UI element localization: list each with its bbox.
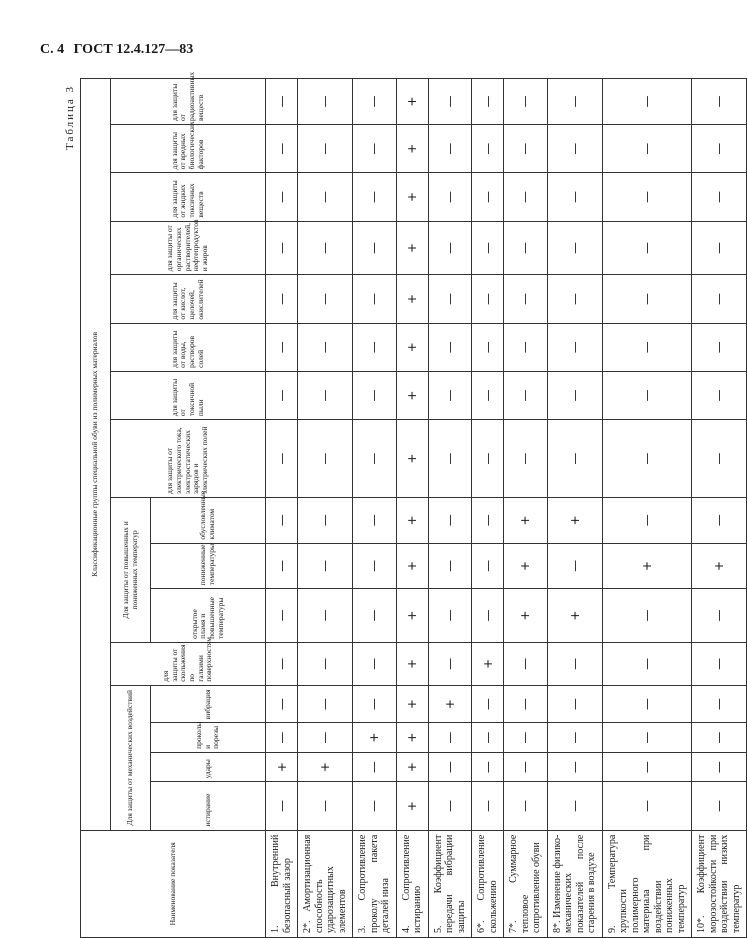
row-name: 8*. Изменение физико-механических показателей после старения в воздухе bbox=[547, 830, 602, 937]
mark-cell: — bbox=[547, 173, 602, 221]
mark-cell: — bbox=[353, 173, 397, 221]
mark-cell: — bbox=[266, 642, 298, 685]
mark-cell: — bbox=[298, 543, 353, 589]
mark-cell: — bbox=[472, 173, 504, 221]
mark-cell: — bbox=[504, 221, 548, 275]
mark-cell: — bbox=[692, 79, 747, 125]
mark-cell: — bbox=[472, 323, 504, 371]
mark-cell: — bbox=[353, 79, 397, 125]
mark-cell: — bbox=[266, 221, 298, 275]
mark-cell: — bbox=[472, 782, 504, 830]
mark-cell: — bbox=[428, 275, 472, 323]
mark-cell: — bbox=[547, 125, 602, 173]
mark-cell: — bbox=[428, 752, 472, 782]
mark-cell: — bbox=[504, 275, 548, 323]
mark-cell: — bbox=[298, 642, 353, 685]
col-header-7: обусловленные климатом bbox=[151, 497, 266, 543]
mark-cell: — bbox=[266, 323, 298, 371]
mark-cell: — bbox=[298, 221, 353, 275]
mark-cell: — bbox=[266, 125, 298, 173]
col-header-5: открытое пламя и повышенные температуры bbox=[151, 589, 266, 643]
mark-cell: — bbox=[353, 497, 397, 543]
mark-cell: — bbox=[547, 685, 602, 723]
col-header-0: истирание bbox=[151, 782, 266, 830]
name-column-header: Наименование показателя bbox=[81, 830, 266, 937]
mark-cell: — bbox=[266, 497, 298, 543]
mark-cell: — bbox=[602, 125, 692, 173]
mark-cell: — bbox=[692, 752, 747, 782]
mark-cell: — bbox=[692, 642, 747, 685]
mark-cell: — bbox=[504, 173, 548, 221]
classification-table bbox=[80, 71, 742, 938]
mark-cell: + bbox=[547, 497, 602, 543]
row-name: 2*. Амортизационная способность ударозащитных элементов bbox=[298, 830, 353, 937]
mark-cell: — bbox=[602, 79, 692, 125]
mark-cell: + bbox=[692, 543, 747, 589]
mark-cell: — bbox=[266, 723, 298, 753]
mark-cell: — bbox=[353, 125, 397, 173]
mark-cell: — bbox=[504, 752, 548, 782]
mark-cell: — bbox=[692, 420, 747, 498]
col-header-3: вибрация bbox=[151, 685, 266, 723]
mech-group-header: Для защиты от механических воздействий bbox=[111, 685, 151, 830]
mark-cell: — bbox=[547, 323, 602, 371]
mark-cell: — bbox=[266, 685, 298, 723]
mark-cell: — bbox=[472, 589, 504, 643]
mark-cell: — bbox=[353, 752, 397, 782]
mark-cell: + bbox=[396, 497, 428, 543]
mark-cell: — bbox=[602, 173, 692, 221]
table-row bbox=[472, 79, 504, 938]
col-header-8: для защиты от электрического тока, электростатических зарядов и электрических полей bbox=[111, 420, 266, 498]
mark-cell: — bbox=[298, 723, 353, 753]
col-header-11: для защиты от кислот, щелочей, окислителей bbox=[111, 275, 266, 323]
col-header-4: для защиты от скольжения по галкими поверхностям bbox=[111, 642, 266, 685]
mark-cell: — bbox=[428, 173, 472, 221]
mark-cell: + bbox=[602, 543, 692, 589]
mark-cell: — bbox=[547, 723, 602, 753]
mark-cell: — bbox=[472, 497, 504, 543]
mark-cell: — bbox=[353, 685, 397, 723]
mark-cell: — bbox=[428, 323, 472, 371]
mark-cell: — bbox=[472, 221, 504, 275]
mark-cell: — bbox=[472, 685, 504, 723]
mark-cell: — bbox=[472, 752, 504, 782]
row-name: 3. Сопротивление проколу пакета деталей низа bbox=[353, 830, 397, 937]
mark-cell: + bbox=[396, 543, 428, 589]
mark-cell: — bbox=[504, 125, 548, 173]
mark-cell: — bbox=[504, 723, 548, 753]
mark-cell: — bbox=[298, 782, 353, 830]
mark-cell: — bbox=[353, 642, 397, 685]
mark-cell: + bbox=[396, 642, 428, 685]
table-row bbox=[504, 79, 548, 938]
mark-cell: + bbox=[396, 685, 428, 723]
mark-cell: — bbox=[692, 497, 747, 543]
mark-cell: — bbox=[692, 782, 747, 830]
table-row bbox=[547, 79, 602, 938]
mark-cell: — bbox=[692, 323, 747, 371]
mark-cell: + bbox=[504, 543, 548, 589]
mark-cell: — bbox=[602, 275, 692, 323]
mark-cell: — bbox=[298, 589, 353, 643]
mark-cell: — bbox=[547, 79, 602, 125]
mark-cell: — bbox=[472, 543, 504, 589]
mark-cell: — bbox=[428, 723, 472, 753]
mark-cell: — bbox=[353, 420, 397, 498]
mark-cell: — bbox=[602, 497, 692, 543]
mark-cell: — bbox=[298, 420, 353, 498]
mark-cell: + bbox=[396, 79, 428, 125]
row-name: 6*. Сопротивление скольжению bbox=[472, 830, 504, 937]
mark-cell: — bbox=[428, 589, 472, 643]
mark-cell: — bbox=[266, 371, 298, 419]
table-row bbox=[266, 79, 298, 938]
mark-cell: — bbox=[472, 371, 504, 419]
row-name: 5. Коэффициент передачи вибрации защиты bbox=[428, 830, 472, 937]
row-name: 7*. Суммарное тепловое сопротивление обуви bbox=[504, 830, 548, 937]
mark-cell: — bbox=[428, 125, 472, 173]
mark-cell: — bbox=[298, 173, 353, 221]
col-header-13: для защиты от жидких токсичных веществ bbox=[111, 173, 266, 221]
mark-cell: — bbox=[472, 420, 504, 498]
col-header-2: проколы и порезы bbox=[151, 723, 266, 753]
mark-cell: — bbox=[298, 125, 353, 173]
mark-cell: — bbox=[298, 275, 353, 323]
mark-cell: — bbox=[602, 782, 692, 830]
table-row bbox=[353, 79, 397, 938]
mark-cell: — bbox=[428, 221, 472, 275]
mark-cell: — bbox=[504, 685, 548, 723]
mark-cell: + bbox=[396, 371, 428, 419]
table-row bbox=[298, 79, 353, 938]
mark-cell: — bbox=[428, 642, 472, 685]
mark-cell: — bbox=[353, 543, 397, 589]
mark-cell: — bbox=[472, 275, 504, 323]
mark-cell: + bbox=[504, 497, 548, 543]
mark-cell: + bbox=[396, 323, 428, 371]
mark-cell: + bbox=[396, 125, 428, 173]
mark-cell: — bbox=[547, 275, 602, 323]
mark-cell: — bbox=[602, 752, 692, 782]
table-label: Таблица 3 bbox=[64, 84, 76, 150]
mark-cell: — bbox=[353, 221, 397, 275]
mark-cell: — bbox=[504, 782, 548, 830]
mark-cell: — bbox=[602, 323, 692, 371]
mark-cell: + bbox=[547, 589, 602, 643]
mark-cell: — bbox=[266, 173, 298, 221]
mark-cell: — bbox=[692, 589, 747, 643]
mark-cell: — bbox=[692, 275, 747, 323]
mark-cell: — bbox=[428, 420, 472, 498]
col-header-6: пониженные температуры bbox=[151, 543, 266, 589]
table-row bbox=[602, 79, 692, 938]
mark-cell: + bbox=[396, 420, 428, 498]
mark-cell: — bbox=[428, 371, 472, 419]
mark-cell: + bbox=[266, 752, 298, 782]
mark-cell: — bbox=[266, 543, 298, 589]
mark-cell: + bbox=[396, 782, 428, 830]
mark-cell: — bbox=[266, 79, 298, 125]
mark-cell: — bbox=[504, 79, 548, 125]
mark-cell: — bbox=[266, 589, 298, 643]
mark-cell: — bbox=[504, 642, 548, 685]
mark-cell: — bbox=[298, 685, 353, 723]
mark-cell: + bbox=[396, 723, 428, 753]
mark-cell: — bbox=[504, 323, 548, 371]
group-header: Классификационные группы специальной обуви из полимерных материалов bbox=[81, 79, 111, 831]
mark-cell: + bbox=[396, 589, 428, 643]
col-header-12: для защиты от органических растворителей, нефтепродуктов и жиров bbox=[111, 221, 266, 275]
standard-number: ГОСТ 12.4.127—83 bbox=[73, 42, 194, 57]
mark-cell: — bbox=[692, 685, 747, 723]
mark-cell: — bbox=[547, 782, 602, 830]
mark-cell: + bbox=[396, 275, 428, 323]
mark-cell: — bbox=[547, 420, 602, 498]
mark-cell: — bbox=[602, 589, 692, 643]
mark-cell: — bbox=[428, 79, 472, 125]
mark-cell: — bbox=[298, 497, 353, 543]
col-header-10: для защиты от воды, растворов солей bbox=[111, 323, 266, 371]
mark-cell: + bbox=[396, 173, 428, 221]
mark-cell: — bbox=[298, 371, 353, 419]
table-body bbox=[266, 79, 747, 938]
table-row bbox=[428, 79, 472, 938]
mark-cell: — bbox=[692, 371, 747, 419]
mark-cell: — bbox=[547, 642, 602, 685]
table-row bbox=[692, 79, 747, 938]
mark-cell: + bbox=[428, 685, 472, 723]
mark-cell: — bbox=[547, 752, 602, 782]
mark-cell: — bbox=[602, 420, 692, 498]
mark-cell: — bbox=[298, 323, 353, 371]
mark-cell: — bbox=[504, 420, 548, 498]
row-name: 9. Температура хрупкости полимерного материала при воздействии пониженных температур bbox=[602, 830, 692, 937]
mark-cell: — bbox=[353, 589, 397, 643]
mark-cell: + bbox=[396, 752, 428, 782]
row-name: 1. Внутренний безопасный зазор bbox=[266, 830, 298, 937]
mark-cell: — bbox=[472, 723, 504, 753]
row-name: 10*. Коэффициент морозостойкости при воздействии низких температур bbox=[692, 830, 747, 937]
col-header-9: для защиты от токсичной пыли bbox=[111, 371, 266, 419]
mark-cell: — bbox=[472, 125, 504, 173]
mark-cell: + bbox=[504, 589, 548, 643]
mark-cell: + bbox=[298, 752, 353, 782]
page-number: С. 4 bbox=[40, 42, 65, 57]
mark-cell: — bbox=[428, 543, 472, 589]
mark-cell: — bbox=[547, 371, 602, 419]
mark-cell: — bbox=[692, 221, 747, 275]
mark-cell: — bbox=[266, 275, 298, 323]
mark-cell: — bbox=[602, 221, 692, 275]
mark-cell: — bbox=[602, 685, 692, 723]
mark-cell: — bbox=[602, 371, 692, 419]
mark-cell: — bbox=[428, 782, 472, 830]
mark-cell: — bbox=[602, 723, 692, 753]
mark-cell: — bbox=[353, 323, 397, 371]
mark-cell: — bbox=[602, 642, 692, 685]
mark-cell: — bbox=[428, 497, 472, 543]
mark-cell: — bbox=[547, 221, 602, 275]
mark-cell: + bbox=[353, 723, 397, 753]
mark-cell: — bbox=[353, 275, 397, 323]
mark-cell: — bbox=[547, 543, 602, 589]
mark-cell: — bbox=[504, 371, 548, 419]
mark-cell: — bbox=[353, 371, 397, 419]
page-header bbox=[40, 42, 199, 58]
mark-cell: — bbox=[266, 782, 298, 830]
mark-cell: + bbox=[396, 221, 428, 275]
col-header-15: для защиты от радиоактивных веществ bbox=[111, 79, 266, 125]
mark-cell: + bbox=[472, 642, 504, 685]
mark-cell: — bbox=[692, 723, 747, 753]
mark-cell: — bbox=[298, 79, 353, 125]
mark-cell: — bbox=[266, 420, 298, 498]
mark-cell: — bbox=[692, 173, 747, 221]
mark-cell: — bbox=[692, 125, 747, 173]
col-header-14: для защиты от вредных биологических факторов bbox=[111, 125, 266, 173]
row-name: 4. Сопротивление истиранию bbox=[396, 830, 428, 937]
mark-cell: — bbox=[472, 79, 504, 125]
col-header-1: удары bbox=[151, 752, 266, 782]
table-row bbox=[396, 79, 428, 938]
mark-cell: — bbox=[353, 782, 397, 830]
temp-group-header: Для защиты от повышенных и пониженных температур bbox=[111, 497, 151, 642]
